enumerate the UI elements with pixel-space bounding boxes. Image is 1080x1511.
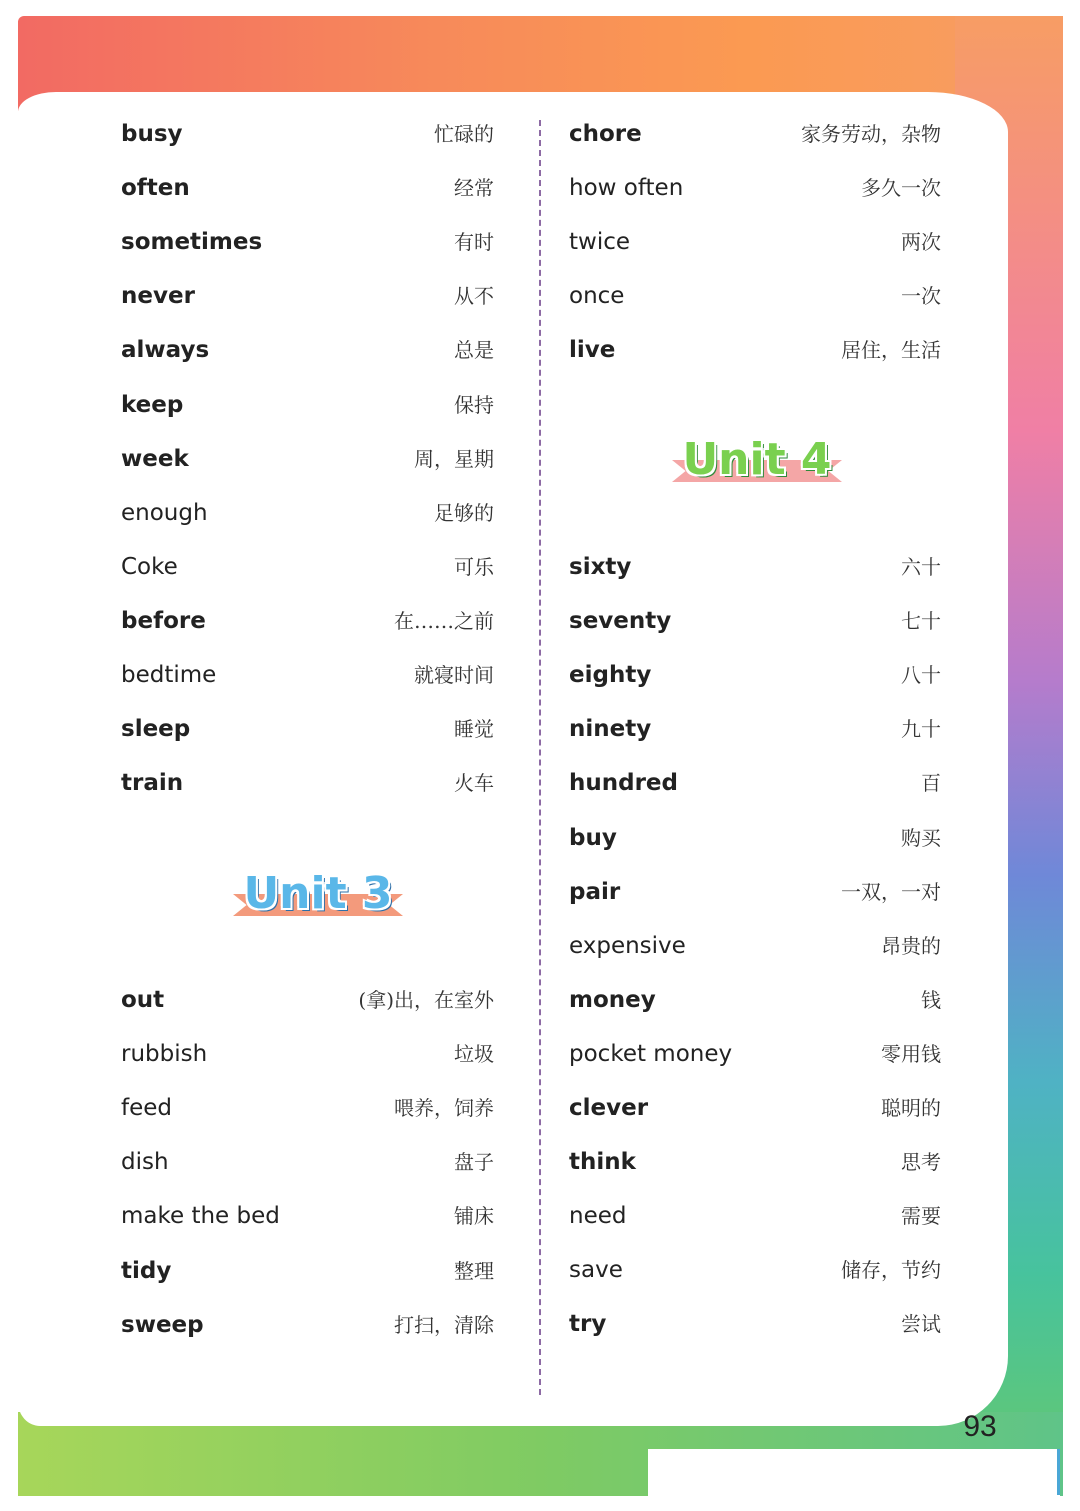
english-word: always — [121, 337, 210, 363]
chinese-meaning: 居住，生活 — [841, 338, 941, 362]
english-word: money — [569, 987, 656, 1013]
vocab-row — [121, 493, 494, 533]
english-word: pocket money — [569, 1041, 733, 1067]
vocab-row — [569, 276, 941, 316]
english-word: train — [121, 770, 184, 796]
vocab-row — [121, 655, 494, 695]
english-word: feed — [121, 1095, 172, 1121]
vocab-row — [121, 547, 494, 587]
chinese-meaning: 多久一次 — [861, 176, 941, 200]
chinese-meaning: 零用钱 — [881, 1042, 941, 1066]
english-word: clever — [569, 1095, 649, 1121]
chinese-meaning: 总是 — [454, 338, 494, 362]
english-word: once — [569, 283, 625, 309]
chinese-meaning: 需要 — [901, 1204, 941, 1228]
chinese-meaning: 垃圾 — [454, 1042, 494, 1066]
chinese-meaning: 家务劳动，杂物 — [801, 122, 941, 146]
vocab-row — [121, 330, 494, 370]
chinese-meaning: 整理 — [454, 1259, 494, 1283]
vocab-row — [121, 168, 494, 208]
chinese-meaning: 睡觉 — [454, 717, 494, 741]
unit-4-title: Unit 4 — [682, 434, 832, 485]
english-word: hundred — [569, 770, 678, 796]
chinese-meaning: 周，星期 — [414, 447, 494, 471]
english-word: live — [569, 337, 616, 363]
unit-4-heading — [672, 434, 842, 494]
vocab-row — [569, 222, 941, 262]
english-word: bedtime — [121, 662, 217, 688]
english-word: seventy — [569, 608, 672, 634]
chinese-meaning: 六十 — [901, 555, 941, 579]
english-word: sleep — [121, 716, 191, 742]
vocab-row — [569, 168, 941, 208]
chinese-meaning: 百 — [921, 771, 941, 795]
chinese-meaning: 在……之前 — [394, 609, 494, 633]
english-word: twice — [569, 229, 631, 255]
english-word: need — [569, 1203, 627, 1229]
chinese-meaning: (拿)出，在室外 — [358, 988, 494, 1012]
vocab-row — [121, 114, 494, 154]
english-word: out — [121, 987, 165, 1013]
vocab-row — [121, 1088, 494, 1128]
vocab-row — [569, 547, 941, 587]
vocab-row — [569, 330, 941, 370]
vocab-row — [121, 709, 494, 749]
english-word: rubbish — [121, 1041, 208, 1067]
chinese-meaning: 有时 — [454, 230, 494, 254]
chinese-meaning: 思考 — [901, 1150, 941, 1174]
page-corner — [648, 1449, 1060, 1511]
vocab-row — [569, 114, 941, 154]
vocab-row — [569, 1088, 941, 1128]
unit-3-title: Unit 3 — [243, 868, 393, 919]
vocab-row — [121, 980, 494, 1020]
english-word: week — [121, 446, 189, 472]
chinese-meaning: 从不 — [454, 284, 494, 308]
chinese-meaning: 可乐 — [454, 555, 494, 579]
chinese-meaning: 经常 — [454, 176, 494, 200]
english-word: chore — [569, 121, 642, 147]
english-word: try — [569, 1311, 607, 1337]
english-word: how often — [569, 175, 684, 201]
english-word: keep — [121, 392, 184, 418]
chinese-meaning: 就寝时间 — [414, 663, 494, 687]
column-divider — [539, 120, 541, 1395]
vocab-row — [569, 601, 941, 641]
chinese-meaning: 尝试 — [901, 1312, 941, 1336]
chinese-meaning: 足够的 — [434, 501, 494, 525]
vocab-row — [569, 1304, 941, 1344]
chinese-meaning: 昂贵的 — [881, 934, 941, 958]
vocab-row — [121, 601, 494, 641]
english-word: never — [121, 283, 195, 309]
vocab-row — [569, 1142, 941, 1182]
chinese-meaning: 一次 — [901, 284, 941, 308]
vocab-row — [121, 1034, 494, 1074]
english-word: think — [569, 1149, 636, 1175]
english-word: eighty — [569, 662, 652, 688]
chinese-meaning: 八十 — [901, 663, 941, 687]
english-word: before — [121, 608, 206, 634]
vocab-row — [121, 276, 494, 316]
chinese-meaning: 盘子 — [454, 1150, 494, 1174]
english-word: tidy — [121, 1258, 172, 1284]
vocab-row — [569, 926, 941, 966]
vocab-row — [121, 1251, 494, 1291]
english-word: expensive — [569, 933, 686, 959]
vocab-row — [121, 222, 494, 262]
chinese-meaning: 保持 — [454, 393, 494, 417]
vocab-row — [569, 709, 941, 749]
vocab-row — [569, 763, 941, 803]
english-word: sometimes — [121, 229, 263, 255]
english-word: buy — [569, 825, 617, 851]
chinese-meaning: 七十 — [901, 609, 941, 633]
english-word: Coke — [121, 554, 178, 580]
vocab-row — [121, 385, 494, 425]
chinese-meaning: 储存，节约 — [841, 1258, 941, 1282]
chinese-meaning: 购买 — [901, 826, 941, 850]
vocab-row — [121, 1305, 494, 1345]
english-word: sweep — [121, 1312, 204, 1338]
vocab-row — [121, 439, 494, 479]
english-word: pair — [569, 879, 621, 905]
chinese-meaning: 聪明的 — [881, 1096, 941, 1120]
english-word: save — [569, 1257, 623, 1283]
vocab-row — [569, 1250, 941, 1290]
english-word: dish — [121, 1149, 169, 1175]
chinese-meaning: 打扫，清除 — [394, 1313, 494, 1337]
chinese-meaning: 钱 — [921, 988, 941, 1012]
chinese-meaning: 火车 — [454, 771, 494, 795]
vocab-row — [121, 763, 494, 803]
unit-3-heading — [233, 868, 403, 928]
vocab-row — [569, 818, 941, 858]
vocab-row — [569, 655, 941, 695]
vocab-row — [121, 1142, 494, 1182]
vocab-row — [569, 1196, 941, 1236]
vocab-row — [569, 980, 941, 1020]
page-corner-edge — [1057, 1449, 1060, 1495]
chinese-meaning: 一双，一对 — [841, 880, 941, 904]
vocab-row — [569, 872, 941, 912]
vocab-row — [121, 1196, 494, 1236]
chinese-meaning: 两次 — [901, 230, 941, 254]
english-word: often — [121, 175, 190, 201]
english-word: ninety — [569, 716, 652, 742]
chinese-meaning: 铺床 — [454, 1204, 494, 1228]
page-number: 93 — [963, 1410, 997, 1443]
english-word: make the bed — [121, 1203, 280, 1229]
chinese-meaning: 忙碌的 — [434, 122, 494, 146]
english-word: sixty — [569, 554, 632, 580]
chinese-meaning: 九十 — [901, 717, 941, 741]
english-word: enough — [121, 500, 208, 526]
english-word: busy — [121, 121, 183, 147]
vocab-row — [569, 1034, 941, 1074]
chinese-meaning: 喂养，饲养 — [394, 1096, 494, 1120]
